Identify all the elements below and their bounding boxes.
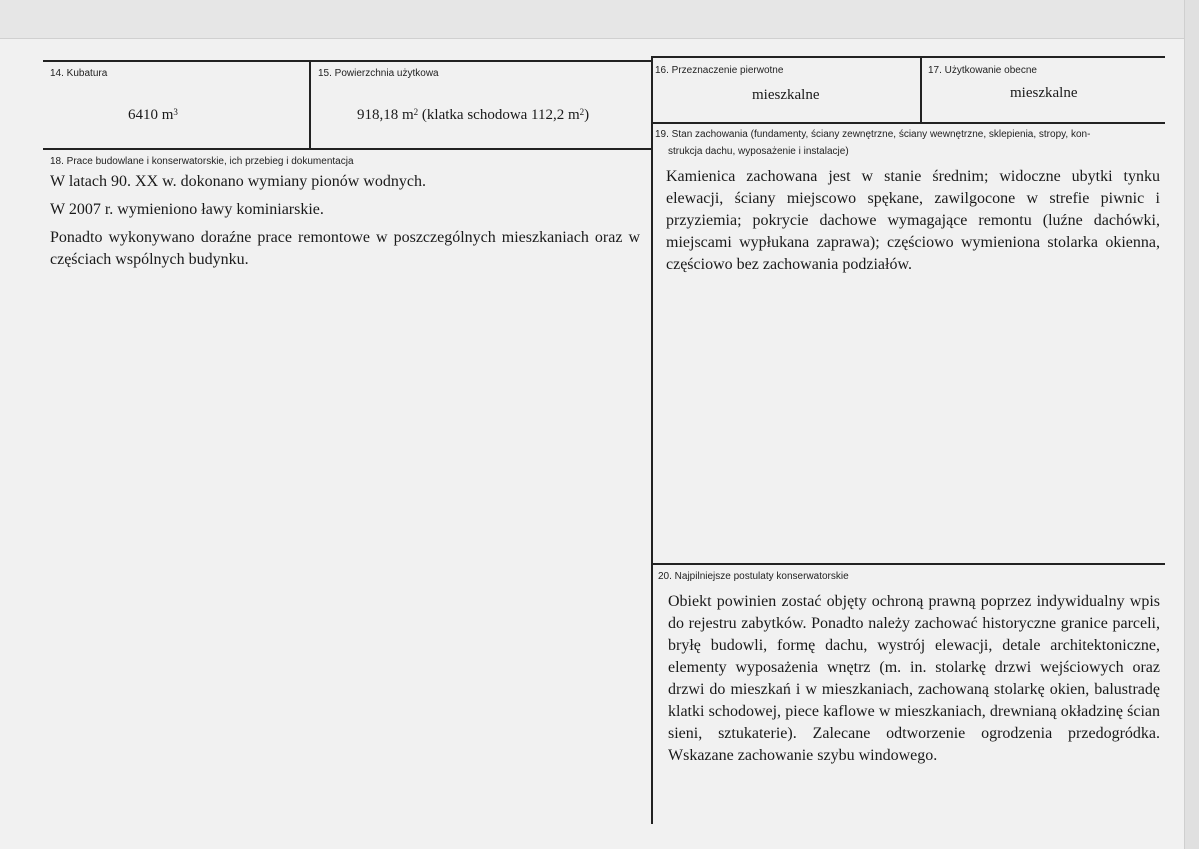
field-17-label: 17. Użytkowanie obecne (928, 65, 1037, 76)
field-15-area: 918,18 m (357, 107, 414, 123)
rule-above-20 (651, 563, 1165, 565)
field-16-value: mieszkalne (752, 87, 820, 103)
field-18-paragraph-1: W latach 90. XX w. dokonano wymiany pionów wodnych. (50, 173, 426, 190)
field-19-text: Kamienica zachowana jest w stanie średnim; widoczne ubytki tynku elewacji, ściany miejscowo spękane, zawilgocone w strefie piwnic i przyziemia; pokrycie dachowe wymagające remontu (luźne dachówki, miejscami wypłukana zaprawa); częściowo wymieniona stolarka okienna, częściowo bez zachowania podziałów. (666, 168, 1160, 273)
scan-top-margin (0, 0, 1199, 39)
field-18-paragraph-2: W 2007 r. wymieniono ławy kominiarskie. (50, 201, 324, 218)
rule-below-16-17 (651, 122, 1165, 124)
rule-v-14-15 (309, 60, 311, 149)
field-14-number: 6410 m (128, 107, 174, 123)
field-14-value (128, 106, 178, 124)
field-14-label: 14. Kubatura (50, 68, 108, 79)
field-20-body (668, 591, 1160, 767)
field-17-value: mieszkalne (1010, 85, 1078, 101)
field-18-label: 18. Prace budowlane i konserwatorskie, ich przebieg i dokumentacja (50, 156, 354, 167)
rule-v-center (651, 56, 653, 824)
field-20-label: 20. Najpilniejsze postulaty konserwatorskie (658, 571, 849, 582)
field-15-sup-a: 2 (413, 107, 419, 117)
field-19-label-line2: strukcja dachu, wyposażenie i instalacje) (668, 146, 849, 157)
rule-v-16-17 (920, 56, 922, 123)
field-15-stair: (klatka schodowa 112,2 m (418, 107, 580, 123)
field-19-body (666, 166, 1160, 276)
scan-right-edge (1184, 0, 1199, 849)
rule-below-15 (43, 148, 652, 150)
field-18-paragraph-3: Ponadto wykonywano doraźne prace remontowe w poszczególnych mieszkaniach oraz w częściach wspólnych budynku. (50, 229, 640, 268)
field-14-sup: 3 (173, 107, 178, 117)
field-19-label-line1: 19. Stan zachowania (fundamenty, ściany zewnętrzne, ściany wewnętrzne, sklepienia, stropy, kon- (655, 129, 1091, 140)
rule-top-right (651, 56, 1165, 58)
field-20-text: Obiekt powinien zostać objęty ochroną prawną poprzez indywidualny wpis do rejestru zabytków. Ponadto należy zachować historyczne granice parceli, bryłę budowli, formę dachu, wystrój elewacji, detale architektoniczne, elementy wyposażenia wnętrz (m. in. stolarkę drzwi wejściowych oraz drzwi do mieszkań i w mieszkaniach, zachowaną stolarkę okien, balustradę klatki schodowej, piece kaflowe w mieszkaniach, drewnianą okładzinę ścian sieni, sztukaterie). Zalecane odtworzenie ogrodzenia przedogródka. Wskazane zachowanie szybu windowego. (668, 593, 1160, 764)
field-15-sup-b: 2 (579, 107, 585, 117)
field-15-close: ) (584, 107, 590, 123)
field-16-label: 16. Przeznaczenie pierwotne (655, 65, 784, 76)
field-18-body (50, 171, 640, 271)
rule-top-left (43, 60, 652, 62)
field-15-value (357, 106, 589, 124)
field-15-label: 15. Powierzchnia użytkowa (318, 68, 439, 79)
